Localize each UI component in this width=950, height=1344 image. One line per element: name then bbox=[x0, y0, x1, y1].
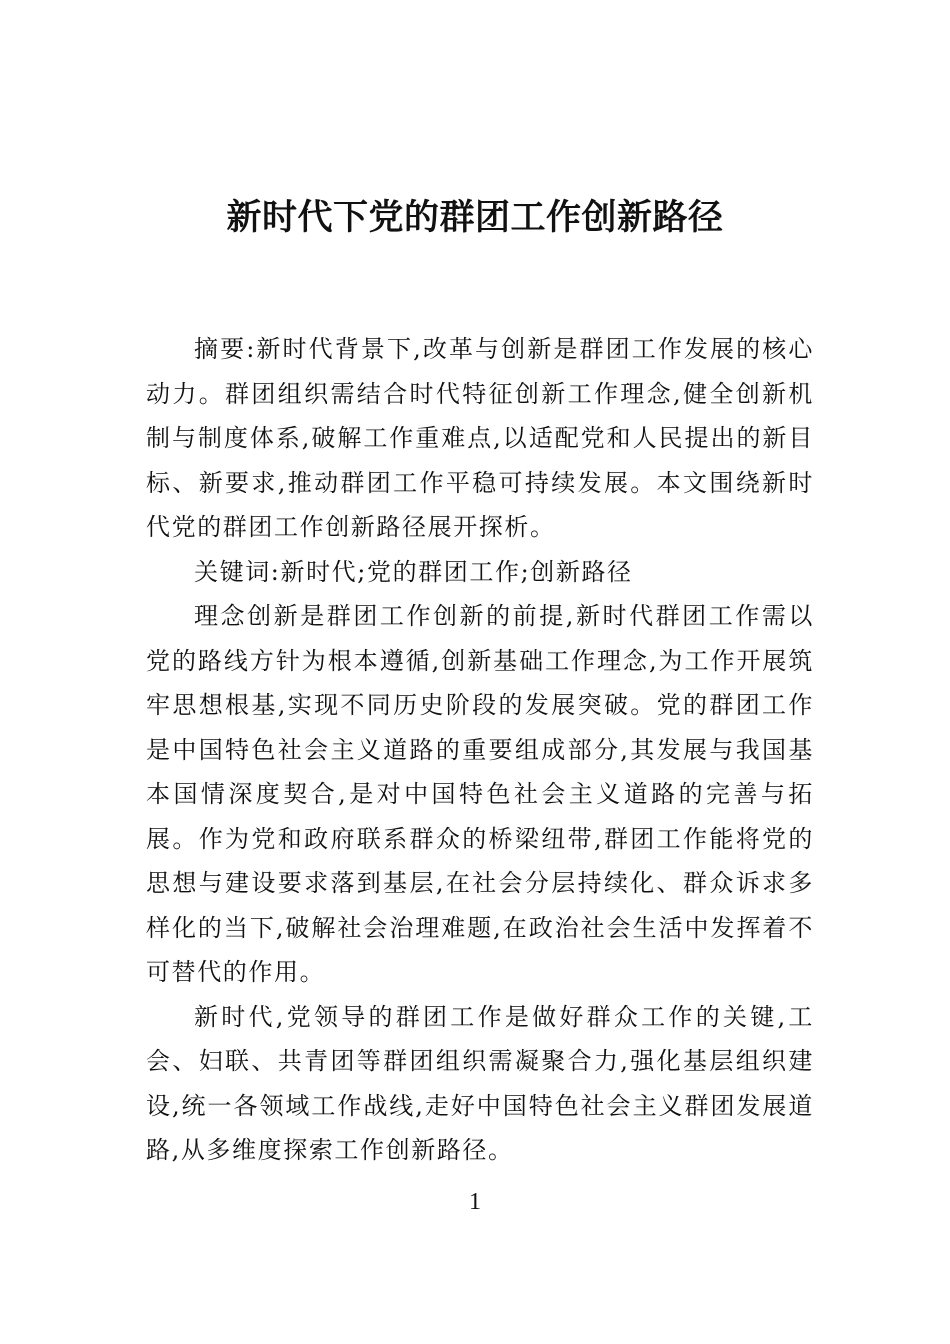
document-title: 新时代下党的群团工作创新路径 bbox=[226, 198, 724, 238]
page-number: 1 bbox=[469, 1189, 481, 1215]
document-body bbox=[146, 327, 814, 1173]
body-paragraph: 新时代,党领导的群团工作是做好群众工作的关键,工会、妇联、共青团等群团组织需凝聚合力,强化基层组织建设,统一各领域工作战线,走好中国特色社会主义群团发展道路,从多维度探索工作创新路径。 bbox=[146, 1002, 814, 1164]
abstract-paragraph: 摘要:新时代背景下,改革与创新是群团工作发展的核心动力。群团组织需结合时代特征创新工作理念,健全创新机制与制度体系,破解工作重难点,以适配党和人民提出的新目标、新要求,推动群团工作平稳可持续发展。本文围绕新时代党的群团工作创新路径展开探析。 bbox=[146, 335, 814, 541]
keywords-paragraph: 关键词:新时代;党的群团工作;创新路径 bbox=[194, 557, 633, 586]
body-paragraph: 理念创新是群团工作创新的前提,新时代群团工作需以党的路线方针为根本遵循,创新基础工作理念,为工作开展筑牢思想根基,实现不同历史阶段的发展突破。党的群团工作是中国特色社会主义道路的重要组成部分,其发展与我国基本国情深度契合,是对中国特色社会主义道路的完善与拓展。作为党和政府联系群众的桥梁纽带,群团工作能将党的思想与建设要求落到基层,在社会分层持续化、群众诉求多样化的当下,破解社会治理难题,在政治社会生活中发挥着不可替代的作用。 bbox=[146, 602, 814, 986]
